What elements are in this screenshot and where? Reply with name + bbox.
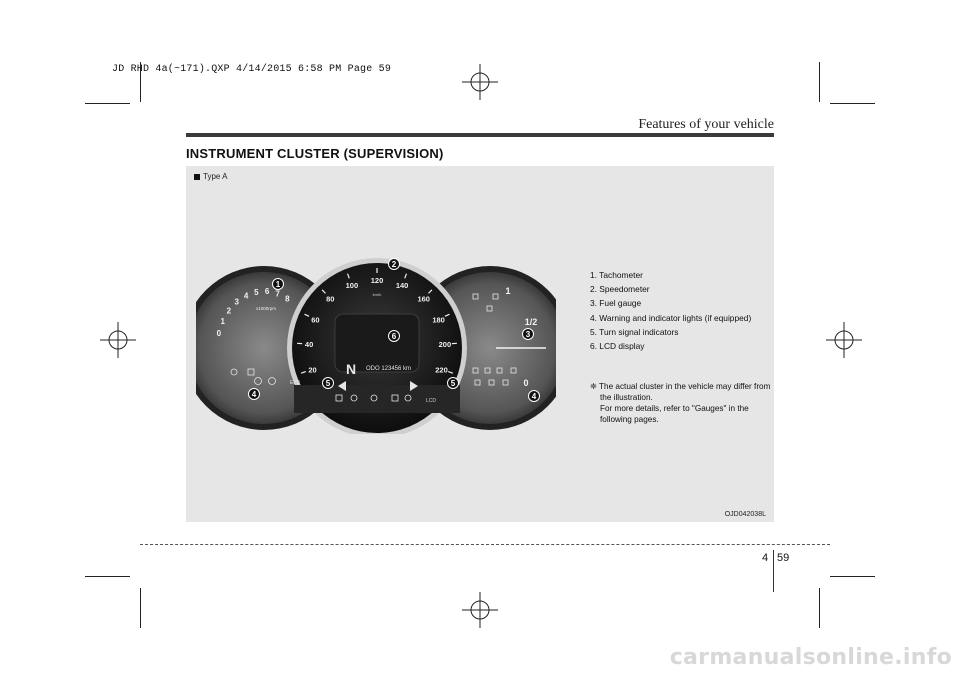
tachometer-tick-label: 4 — [243, 291, 249, 301]
tachometer-tick-label: 8 — [285, 294, 290, 304]
odometer-readout: ODO 123456 km — [366, 366, 412, 372]
footer-dashed-rule — [140, 544, 830, 545]
tachometer-tick-label: 3 — [234, 297, 239, 307]
image-code: OJD042038L — [724, 511, 766, 518]
figure-panel — [186, 166, 774, 522]
registration-mark-icon — [460, 62, 500, 102]
registration-mark-icon — [98, 320, 138, 360]
fuel-gauge-tick-label: 1/2 — [524, 317, 538, 327]
crop-mark — [819, 588, 820, 628]
speedometer-tick-label: 60 — [311, 315, 320, 325]
instrument-cluster-illustration — [196, 254, 556, 434]
callout-number: 5 — [325, 379, 331, 388]
section-title: INSTRUMENT CLUSTER (SUPERVISION) — [186, 146, 444, 161]
tachometer-tick-label: 5 — [254, 287, 259, 297]
page-header-title: Features of your vehicle — [638, 117, 774, 132]
header-rule — [186, 133, 774, 137]
speedometer-tick-label: 140 — [395, 280, 409, 290]
gear-indicator: N — [346, 361, 357, 377]
tachometer-tick-label: 0 — [216, 329, 222, 339]
speedometer-tick-label: 220 — [435, 365, 448, 375]
speedometer-tick-label: 40 — [304, 340, 314, 349]
watermark: carmanualsonline.info — [669, 645, 952, 670]
registration-mark-icon — [824, 320, 864, 360]
fuel-gauge-tick-label: 1 — [505, 286, 511, 296]
note-line-1: The actual cluster in the vehicle may differ from the illustration. — [599, 382, 771, 402]
figure-legend — [590, 268, 774, 353]
chapter-number: 4 — [762, 552, 769, 564]
callout-number: 3 — [525, 330, 531, 339]
page-number: 59 — [777, 552, 790, 564]
tachometer-tick-label: 7 — [275, 289, 280, 299]
note-line-2: For more details, refer to "Gauges" in the following pages. — [600, 404, 749, 424]
lcd-tag: LCD — [426, 398, 437, 404]
legend-item: 6. LCD display — [590, 341, 645, 352]
legend-item: 2. Speedometer — [590, 284, 650, 295]
tachometer-tick-label: 6 — [264, 287, 270, 297]
speedometer-tick-label: 20 — [308, 365, 317, 375]
print-slug: JD RHD 4a(~171).QXP 4/14/2015 6:58 PM Page 59 — [112, 64, 392, 75]
speedometer-tick-label: 200 — [438, 340, 452, 349]
speedometer-tick-label: 180 — [432, 315, 445, 325]
speedometer-tick-label: 160 — [417, 294, 430, 304]
registration-mark-icon — [460, 590, 500, 630]
fuel-gauge-tick-label: 0 — [523, 378, 529, 388]
type-label-text: Type A — [203, 172, 228, 181]
callout-number: 5 — [450, 379, 456, 388]
speedometer-tick-label: 80 — [326, 294, 335, 304]
legend-item: 1. Tachometer — [590, 270, 643, 280]
crop-mark — [85, 576, 130, 577]
speedometer-unit: km/h — [372, 292, 382, 297]
note-symbol: ❈ — [590, 382, 597, 391]
callout-number: 2 — [391, 260, 397, 269]
crop-mark — [819, 62, 820, 102]
crop-mark — [140, 588, 141, 628]
tachometer-tick-label: 1 — [220, 317, 225, 327]
type-label — [194, 172, 227, 181]
speedometer-tick-label: 120 — [370, 276, 384, 285]
callout-number: 1 — [275, 280, 281, 289]
crop-mark — [830, 576, 875, 577]
legend-item: 5. Turn signal indicators — [590, 326, 679, 337]
legend-item: 4. Warning and indicator lights (if equipped) — [590, 312, 752, 323]
callout-number: 4 — [531, 392, 537, 401]
speedometer-tick-label: 100 — [345, 280, 359, 290]
epb-tag: EPB — [290, 380, 301, 386]
crop-mark — [85, 103, 130, 104]
crop-mark — [830, 103, 875, 104]
callout-number: 6 — [391, 332, 397, 341]
legend-item: 3. Fuel gauge — [590, 298, 642, 309]
callout-number: 4 — [251, 390, 257, 399]
page-number-divider — [773, 550, 774, 592]
tachometer-tick-label: 2 — [226, 306, 232, 316]
tachometer-unit: x1000rpm — [255, 306, 277, 311]
figure-note — [590, 381, 774, 425]
bullet-square-icon — [194, 174, 200, 180]
